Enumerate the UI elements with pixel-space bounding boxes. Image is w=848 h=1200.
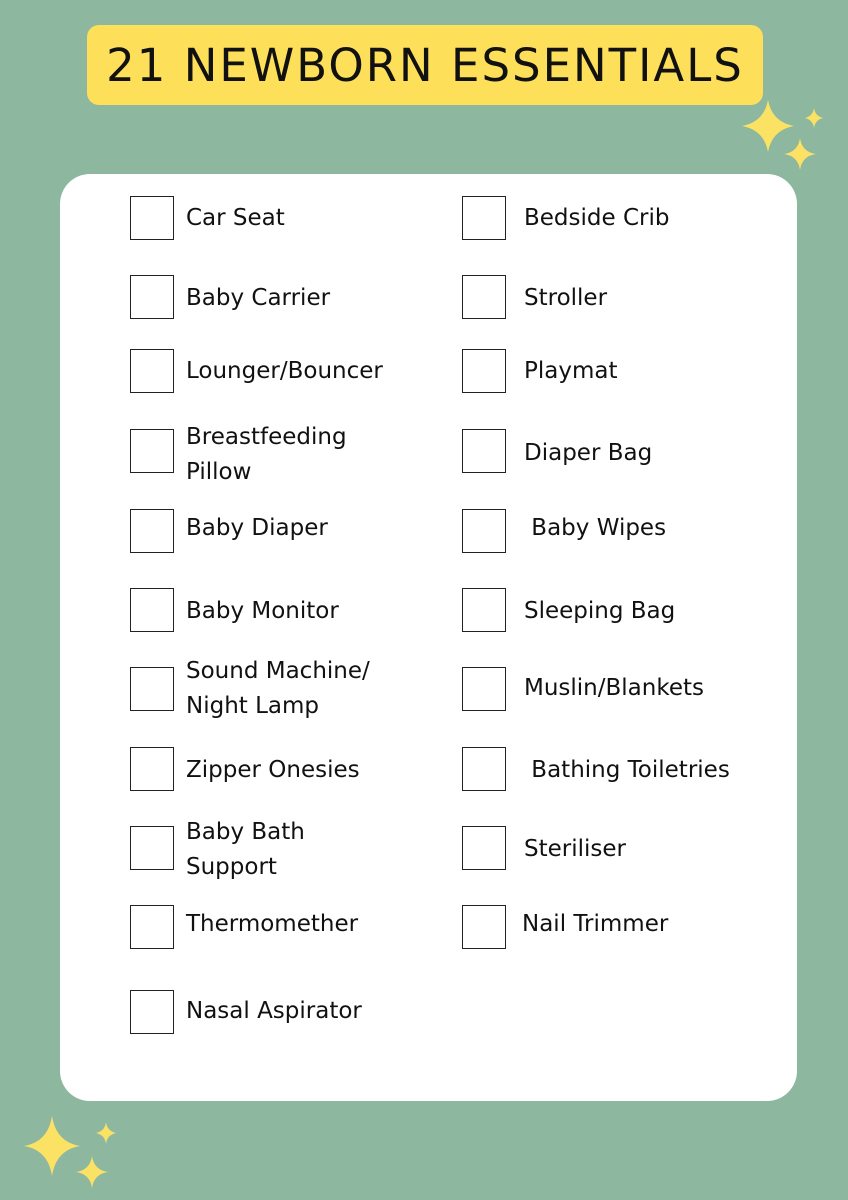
checklist-item: [462, 905, 782, 975]
checklist-item: [130, 509, 450, 579]
item-label: Bedside Crib: [524, 205, 670, 231]
checklist-item: [462, 349, 782, 419]
item-label: Steriliser: [524, 836, 626, 862]
item-label: Zipper Onesies: [186, 757, 360, 783]
checklist-item: [130, 349, 450, 419]
checkbox[interactable]: [462, 667, 506, 711]
item-label: Baby Wipes: [524, 515, 667, 541]
checkbox[interactable]: [130, 747, 174, 791]
checklist-item: [130, 588, 450, 658]
item-label: Stroller: [524, 285, 608, 311]
checklist-card: [60, 174, 797, 1101]
item-label: Sleeping Bag: [524, 598, 676, 624]
checklist-item: [130, 990, 450, 1060]
checkbox[interactable]: [130, 667, 174, 711]
item-label: Diaper Bag: [524, 440, 653, 466]
sparkle-icon: [22, 1112, 122, 1197]
checkbox[interactable]: [462, 196, 506, 240]
checkbox[interactable]: [130, 349, 174, 393]
checkbox[interactable]: [462, 349, 506, 393]
checklist-item: [130, 905, 450, 975]
checkbox[interactable]: [462, 905, 506, 949]
checkbox[interactable]: [130, 275, 174, 319]
item-label: Playmat: [524, 358, 618, 384]
item-label: Baby Bath Support: [186, 819, 305, 880]
page-title: 21 NEWBORN ESSENTIALS: [106, 38, 744, 92]
checklist-item: [130, 196, 450, 266]
checkbox[interactable]: [130, 588, 174, 632]
checklist-item: [130, 275, 450, 345]
item-label: Baby Carrier: [186, 285, 331, 311]
item-label: Nasal Aspirator: [186, 998, 362, 1024]
checklist-item: [462, 196, 782, 266]
item-label: Lounger/Bouncer: [186, 358, 383, 384]
item-label: Baby Monitor: [186, 598, 339, 624]
sparkle-icon: [738, 98, 828, 173]
checklist-item: [130, 747, 450, 817]
checklist-item: [130, 819, 450, 896]
item-label: Car Seat: [186, 205, 285, 231]
checkbox[interactable]: [462, 275, 506, 319]
checklist-item: [130, 424, 450, 499]
checklist-item: [462, 826, 782, 896]
checkbox[interactable]: [462, 826, 506, 870]
checklist-item: [462, 275, 782, 345]
checkbox[interactable]: [130, 826, 174, 870]
item-label: Thermomether: [186, 911, 359, 937]
checkbox[interactable]: [130, 429, 174, 473]
checklist-item: [462, 588, 782, 658]
checkbox[interactable]: [462, 429, 506, 473]
checkbox[interactable]: [130, 509, 174, 553]
item-label: Nail Trimmer: [522, 911, 669, 937]
checklist-item: [462, 509, 782, 579]
checklist-item: [130, 658, 450, 737]
item-label: Sound Machine/ Night Lamp: [186, 658, 370, 719]
checkbox[interactable]: [130, 990, 174, 1034]
checkbox[interactable]: [462, 747, 506, 791]
checklist-item: [462, 667, 782, 737]
item-label: Bathing Toiletries: [524, 757, 730, 783]
item-label: Breastfeeding Pillow: [186, 424, 347, 485]
checkbox[interactable]: [130, 196, 174, 240]
checkbox[interactable]: [130, 905, 174, 949]
item-label: Baby Diaper: [186, 515, 328, 541]
checklist-item: [462, 747, 782, 817]
title-banner: [87, 25, 763, 105]
checkbox[interactable]: [462, 509, 506, 553]
item-label: Muslin/Blankets: [524, 675, 705, 701]
checklist-item: [462, 429, 782, 499]
checkbox[interactable]: [462, 588, 506, 632]
